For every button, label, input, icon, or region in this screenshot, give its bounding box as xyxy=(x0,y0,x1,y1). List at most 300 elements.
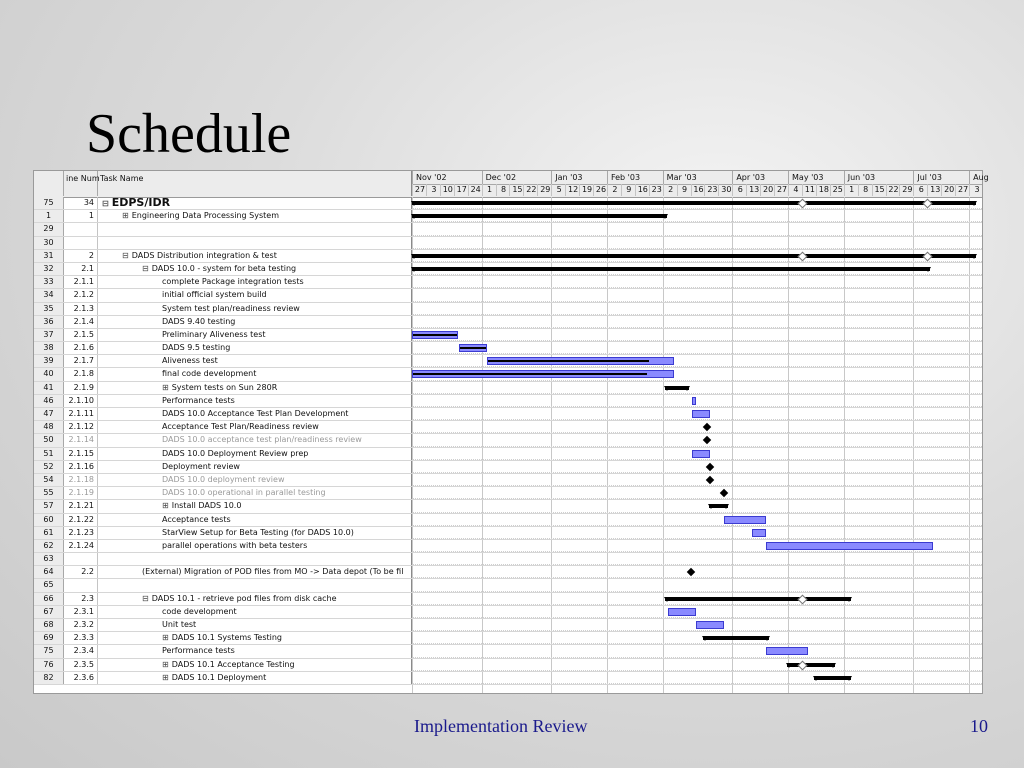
line-number: 2.1.4 xyxy=(64,316,98,328)
gantt-row-area xyxy=(412,487,982,499)
task-name: DADS 10.1 - retrieve pod files from disk cache xyxy=(151,593,337,603)
table-row[interactable] xyxy=(34,382,982,395)
task-name: EDPS/IDR xyxy=(111,196,171,209)
week-label: 13 xyxy=(927,184,942,196)
line-number: 2.1.15 xyxy=(64,448,98,460)
line-number: 2.1.14 xyxy=(64,434,98,446)
line-number: 2.3.3 xyxy=(64,632,98,644)
row-id: 1 xyxy=(34,210,64,222)
week-label: 26 xyxy=(593,184,608,196)
gantt-row-area xyxy=(412,303,982,315)
expand-icon[interactable]: ⊞ xyxy=(162,382,169,392)
line-number: 2.1.1 xyxy=(64,276,98,288)
line-number: 2.1.11 xyxy=(64,408,98,420)
gantt-row-area xyxy=(412,632,982,644)
line-number: 2.2 xyxy=(64,566,98,578)
line-number: 2.1.24 xyxy=(64,540,98,552)
progress-line xyxy=(413,334,457,336)
progress-line xyxy=(460,347,486,349)
task-name-cell xyxy=(98,514,412,526)
week-label: 15 xyxy=(872,184,887,196)
task-bar[interactable] xyxy=(487,357,674,365)
row-id: 82 xyxy=(34,672,64,684)
row-id: 29 xyxy=(34,223,64,235)
task-name: Deployment review xyxy=(162,461,240,471)
table-row[interactable] xyxy=(34,540,982,553)
task-bar[interactable] xyxy=(692,397,696,405)
task-name: parallel operations with beta testers xyxy=(162,540,308,550)
line-number: 2.1.21 xyxy=(64,500,98,512)
row-id: 67 xyxy=(34,606,64,618)
task-name-cell xyxy=(98,434,412,446)
table-row[interactable] xyxy=(34,368,982,381)
task-bar[interactable] xyxy=(668,608,696,616)
table-row[interactable] xyxy=(34,553,982,566)
gantt-row-area xyxy=(412,368,982,380)
summary-bar[interactable] xyxy=(709,504,728,508)
week-label: 23 xyxy=(704,184,719,196)
week-label: 5 xyxy=(551,184,566,196)
week-label: 23 xyxy=(649,184,664,196)
table-row[interactable] xyxy=(34,289,982,302)
task-name-cell xyxy=(98,553,412,565)
gantt-row-area xyxy=(412,514,982,526)
week-label: 9 xyxy=(621,184,636,196)
table-row[interactable] xyxy=(34,500,982,513)
week-label: 12 xyxy=(565,184,580,196)
task-name-cell xyxy=(98,619,412,631)
row-id: 48 xyxy=(34,421,64,433)
table-row[interactable] xyxy=(34,303,982,316)
gantt-row-area xyxy=(412,645,982,657)
task-name: Engineering Data Processing System xyxy=(131,211,279,221)
task-name-cell xyxy=(98,223,412,235)
summary-bar[interactable] xyxy=(787,663,836,667)
gantt-row-area xyxy=(412,342,982,354)
week-label: 18 xyxy=(816,184,831,196)
gantt-row-area xyxy=(412,540,982,552)
row-id: 51 xyxy=(34,448,64,460)
gantt-row-area xyxy=(412,606,982,618)
row-id: 36 xyxy=(34,316,64,328)
task-name-cell xyxy=(98,316,412,328)
line-number: 34 xyxy=(64,197,98,209)
gantt-row-area xyxy=(412,500,982,512)
week-label: 4 xyxy=(788,184,803,196)
table-row[interactable] xyxy=(34,579,982,592)
table-row[interactable] xyxy=(34,434,982,447)
row-id: 50 xyxy=(34,434,64,446)
expand-icon[interactable]: ⊞ xyxy=(162,633,169,643)
gantt-row-area xyxy=(412,223,982,235)
week-label: 10 xyxy=(440,184,455,196)
collapse-icon[interactable]: ⊟ xyxy=(142,263,149,273)
task-name-cell xyxy=(98,540,412,552)
id-column-header[interactable] xyxy=(34,171,64,196)
task-name: DADS 10.0 acceptance test plan/readiness review xyxy=(162,435,362,445)
gantt-row-area xyxy=(412,579,982,591)
week-label: 17 xyxy=(454,184,469,196)
summary-bar[interactable] xyxy=(703,636,768,640)
task-name: DADS 10.0 deployment review xyxy=(162,474,285,484)
week-label: 8 xyxy=(496,184,511,196)
week-label: 20 xyxy=(941,184,956,196)
expand-icon[interactable]: ⊞ xyxy=(122,211,129,221)
gantt-row-area xyxy=(412,593,982,605)
line-number: 2.3.6 xyxy=(64,672,98,684)
row-id: 33 xyxy=(34,276,64,288)
line-number: 2.1.12 xyxy=(64,421,98,433)
gantt-chart xyxy=(33,170,989,694)
table-row[interactable] xyxy=(34,606,982,619)
task-name-cell xyxy=(98,395,412,407)
line-number xyxy=(64,579,98,591)
task-name: (External) Migration of POD files from MO -> Data depot (To be fil xyxy=(142,567,404,577)
line-number: 2.1.16 xyxy=(64,461,98,473)
table-row[interactable] xyxy=(34,672,982,685)
task-bar[interactable] xyxy=(692,410,710,418)
week-label: 1 xyxy=(482,184,497,196)
task-bar[interactable] xyxy=(766,647,808,655)
task-name: Aliveness test xyxy=(162,356,218,366)
summary-bar[interactable] xyxy=(412,201,976,205)
task-name: Install DADS 10.0 xyxy=(171,501,242,511)
row-id: 57 xyxy=(34,500,64,512)
row-id: 76 xyxy=(34,659,64,671)
month-label: Jun '03 xyxy=(844,171,914,184)
week-label: 16 xyxy=(691,184,706,196)
task-name-cell xyxy=(98,448,412,460)
task-name: complete Package integration tests xyxy=(162,277,304,287)
table-row[interactable] xyxy=(34,329,982,342)
slide-title: Schedule xyxy=(86,103,292,165)
table-row[interactable] xyxy=(34,237,982,250)
table-row[interactable] xyxy=(34,408,982,421)
table-row[interactable] xyxy=(34,210,982,223)
task-name-cell xyxy=(98,250,412,262)
table-row[interactable] xyxy=(34,527,982,540)
row-id: 65 xyxy=(34,579,64,591)
task-name-cell xyxy=(98,408,412,420)
task-name: initial official system build xyxy=(162,290,267,300)
row-id: 30 xyxy=(34,237,64,249)
task-name: DADS 9.5 testing xyxy=(162,343,231,353)
table-row[interactable] xyxy=(34,421,982,434)
row-id: 55 xyxy=(34,487,64,499)
table-row[interactable] xyxy=(34,276,982,289)
task-name-column-header[interactable]: Task Name xyxy=(98,171,412,196)
line-number: 1 xyxy=(64,210,98,222)
task-name: Acceptance Test Plan/Readiness review xyxy=(162,422,319,432)
task-name: DADS 10.0 Deployment Review prep xyxy=(162,448,309,458)
line-number: 2.1.9 xyxy=(64,382,98,394)
table-row[interactable] xyxy=(34,263,982,276)
task-bar[interactable] xyxy=(459,344,487,352)
task-name: DADS 10.0 Acceptance Test Plan Development xyxy=(162,409,349,418)
milestone-marker[interactable] xyxy=(703,423,711,431)
task-name: code development xyxy=(162,606,237,616)
collapse-icon[interactable]: ⊟ xyxy=(102,199,109,208)
gantt-row-area xyxy=(412,619,982,631)
week-label: 3 xyxy=(969,184,984,196)
gantt-row-area xyxy=(412,355,982,367)
task-bar[interactable] xyxy=(692,450,710,458)
row-id: 52 xyxy=(34,461,64,473)
expand-icon[interactable]: ⊞ xyxy=(162,659,169,669)
week-label: 6 xyxy=(732,184,747,196)
row-id: 40 xyxy=(34,368,64,380)
row-id: 68 xyxy=(34,619,64,631)
task-name: DADS Distribution integration & test xyxy=(131,250,277,260)
table-row[interactable] xyxy=(34,474,982,487)
task-name-cell xyxy=(98,329,412,341)
row-id: 47 xyxy=(34,408,64,420)
task-name-cell xyxy=(98,487,412,499)
milestone-marker[interactable] xyxy=(706,463,714,471)
table-row[interactable] xyxy=(34,316,982,329)
summary-bar[interactable] xyxy=(665,386,689,390)
week-label: 25 xyxy=(830,184,845,196)
row-id: 32 xyxy=(34,263,64,275)
week-label: 2 xyxy=(663,184,678,196)
gantt-header xyxy=(34,171,989,198)
gantt-row-area xyxy=(412,197,982,209)
progress-line xyxy=(413,373,647,375)
task-bar[interactable] xyxy=(752,529,766,537)
gantt-row-area xyxy=(412,329,982,341)
table-row[interactable] xyxy=(34,223,982,236)
milestone-marker[interactable] xyxy=(720,489,728,497)
week-label: 20 xyxy=(760,184,775,196)
month-label: Dec '02 xyxy=(482,171,552,184)
month-label: Apr '03 xyxy=(732,171,788,184)
line-number xyxy=(64,553,98,565)
task-name-cell xyxy=(98,500,412,512)
gantt-row-area xyxy=(412,276,982,288)
task-name-cell xyxy=(98,355,412,367)
table-row[interactable] xyxy=(34,659,982,672)
expand-icon[interactable]: ⊞ xyxy=(162,672,169,682)
task-name: DADS 9.40 testing xyxy=(162,316,236,326)
month-label: Mar '03 xyxy=(663,171,733,184)
summary-bar[interactable] xyxy=(412,254,976,258)
table-row[interactable] xyxy=(34,355,982,368)
gantt-row-area xyxy=(412,566,982,578)
task-name-cell xyxy=(98,303,412,315)
row-id: 35 xyxy=(34,303,64,315)
task-name: Performance tests xyxy=(162,646,235,656)
footer-text: Implementation Review xyxy=(414,716,588,736)
line-number: 2.3.5 xyxy=(64,659,98,671)
gantt-row-area xyxy=(412,421,982,433)
line-number: 2.1 xyxy=(64,263,98,275)
task-name-cell xyxy=(98,382,412,394)
gantt-row-area xyxy=(412,408,982,420)
week-label: 27 xyxy=(955,184,970,196)
line-number: 2.1.10 xyxy=(64,395,98,407)
task-name: final code development xyxy=(162,369,257,379)
table-row[interactable] xyxy=(34,395,982,408)
row-id: 31 xyxy=(34,250,64,262)
week-label: 9 xyxy=(677,184,692,196)
task-name: DADS 10.1 Acceptance Testing xyxy=(171,659,295,669)
task-bar[interactable] xyxy=(412,331,458,339)
month-label: Aug xyxy=(969,171,997,184)
line-number: 2.1.18 xyxy=(64,474,98,486)
row-id: 62 xyxy=(34,540,64,552)
line-number-column-header[interactable]: ine Num xyxy=(64,171,98,196)
line-number: 2.1.8 xyxy=(64,368,98,380)
task-bar[interactable] xyxy=(412,370,674,378)
table-row[interactable] xyxy=(34,250,982,263)
table-row[interactable] xyxy=(34,448,982,461)
gantt-row-area xyxy=(412,263,982,275)
gantt-row-area xyxy=(412,237,982,249)
week-label: 2 xyxy=(607,184,622,196)
gantt-row-area xyxy=(412,434,982,446)
task-name: Preliminary Aliveness test xyxy=(162,329,266,339)
task-name: Unit test xyxy=(162,620,197,629)
week-label: 27 xyxy=(774,184,789,196)
task-name: Performance tests xyxy=(162,395,235,405)
summary-bar[interactable] xyxy=(412,214,667,218)
gantt-row-area xyxy=(412,659,982,671)
week-label: 29 xyxy=(537,184,552,196)
summary-bar[interactable] xyxy=(814,676,850,680)
row-id: 46 xyxy=(34,395,64,407)
summary-bar[interactable] xyxy=(412,267,930,271)
week-label: 22 xyxy=(523,184,538,196)
week-label: 3 xyxy=(426,184,441,196)
task-name: DADS 10.0 - system for beta testing xyxy=(151,263,297,273)
row-id: 66 xyxy=(34,593,64,605)
task-name: StarView Setup for Beta Testing (for DADS 10.0) xyxy=(162,527,354,537)
task-name: DADS 10.1 Systems Testing xyxy=(171,633,282,643)
task-rows xyxy=(34,197,982,685)
week-label: 27 xyxy=(412,184,427,196)
task-bar[interactable] xyxy=(766,542,933,550)
gantt-row-area xyxy=(412,474,982,486)
row-id: 61 xyxy=(34,527,64,539)
gantt-row-area xyxy=(412,382,982,394)
milestone-marker[interactable] xyxy=(703,436,711,444)
task-name-cell xyxy=(98,276,412,288)
task-name-cell xyxy=(98,632,412,644)
task-name-cell xyxy=(98,197,412,209)
task-name: DADS 10.1 Deployment xyxy=(171,672,267,682)
week-label: 16 xyxy=(635,184,650,196)
milestone-marker[interactable] xyxy=(686,568,694,576)
table-row[interactable] xyxy=(34,619,982,632)
task-bar[interactable] xyxy=(724,516,766,524)
timeline-weeks xyxy=(412,184,982,196)
line-number: 2.1.2 xyxy=(64,289,98,301)
line-number: 2.1.19 xyxy=(64,487,98,499)
summary-bar[interactable] xyxy=(665,597,850,601)
line-number: 2.3 xyxy=(64,593,98,605)
week-label: 29 xyxy=(899,184,914,196)
task-name-cell xyxy=(98,289,412,301)
week-label: 15 xyxy=(509,184,524,196)
table-row[interactable] xyxy=(34,593,982,606)
gantt-row-area xyxy=(412,461,982,473)
line-number: 2.1.5 xyxy=(64,329,98,341)
row-id: 64 xyxy=(34,566,64,578)
week-label: 13 xyxy=(746,184,761,196)
collapse-icon[interactable]: ⊟ xyxy=(142,593,149,603)
task-name-cell xyxy=(98,461,412,473)
table-row[interactable] xyxy=(34,342,982,355)
line-number: 2.1.7 xyxy=(64,355,98,367)
gantt-row-area xyxy=(412,210,982,222)
task-name: System tests on Sun 280R xyxy=(171,382,278,392)
gantt-row-area xyxy=(412,395,982,407)
row-id: 63 xyxy=(34,553,64,565)
row-id: 41 xyxy=(34,382,64,394)
gantt-row-area xyxy=(412,316,982,328)
gantt-row-area xyxy=(412,250,982,262)
task-name: Acceptance tests xyxy=(162,514,231,524)
gantt-row-area xyxy=(412,448,982,460)
task-name: System test plan/readiness review xyxy=(162,303,300,313)
line-number: 2.3.1 xyxy=(64,606,98,618)
row-id: 38 xyxy=(34,342,64,354)
row-id: 75 xyxy=(34,645,64,657)
week-label: 24 xyxy=(468,184,483,196)
table-row[interactable] xyxy=(34,197,982,210)
task-name-cell xyxy=(98,474,412,486)
table-row[interactable] xyxy=(34,632,982,645)
month-label: Jan '03 xyxy=(551,171,607,184)
task-name-cell xyxy=(98,593,412,605)
month-label: Feb '03 xyxy=(607,171,663,184)
task-bar[interactable] xyxy=(696,621,724,629)
task-name-cell xyxy=(98,606,412,618)
task-name-cell xyxy=(98,659,412,671)
table-row[interactable] xyxy=(34,645,982,658)
week-label: 8 xyxy=(858,184,873,196)
row-id: 54 xyxy=(34,474,64,486)
expand-icon[interactable]: ⊞ xyxy=(162,501,169,511)
table-row[interactable] xyxy=(34,514,982,527)
gantt-row-area xyxy=(412,289,982,301)
month-label: May '03 xyxy=(788,171,844,184)
task-name-cell xyxy=(98,237,412,249)
milestone-marker[interactable] xyxy=(706,476,714,484)
collapse-icon[interactable]: ⊟ xyxy=(122,250,129,260)
month-label: Nov '02 xyxy=(412,171,482,184)
task-name-cell xyxy=(98,645,412,657)
line-number: 2.1.6 xyxy=(64,342,98,354)
week-label: 11 xyxy=(802,184,817,196)
row-id: 34 xyxy=(34,289,64,301)
row-id: 75 xyxy=(34,197,64,209)
task-name-cell xyxy=(98,368,412,380)
task-name-cell xyxy=(98,672,412,684)
row-id: 39 xyxy=(34,355,64,367)
line-number: 2.1.3 xyxy=(64,303,98,315)
table-row[interactable] xyxy=(34,487,982,500)
week-label: 19 xyxy=(579,184,594,196)
task-name-cell xyxy=(98,579,412,591)
table-row[interactable] xyxy=(34,461,982,474)
task-name-cell xyxy=(98,263,412,275)
line-number: 2.3.4 xyxy=(64,645,98,657)
table-row[interactable] xyxy=(34,566,982,579)
gantt-row-area xyxy=(412,672,982,684)
task-name-cell xyxy=(98,210,412,222)
progress-line xyxy=(488,360,649,362)
